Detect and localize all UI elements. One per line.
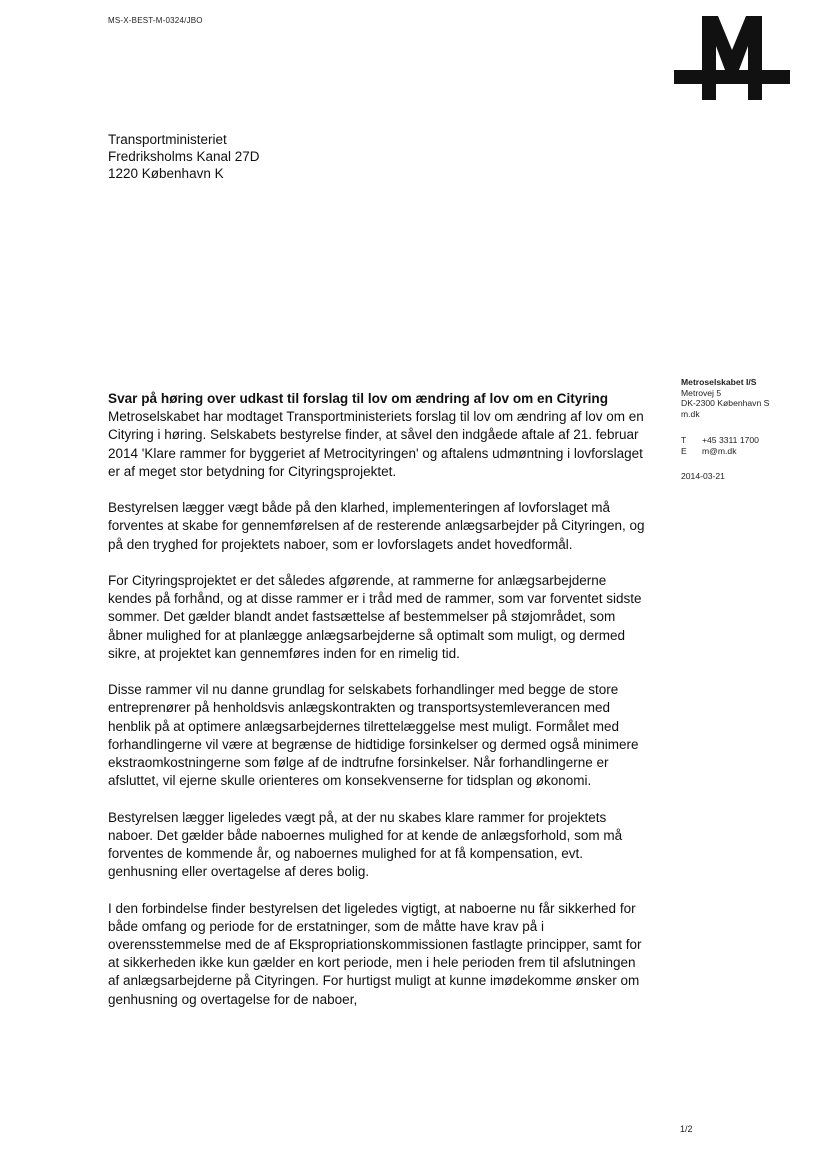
recipient-line: Fredriksholms Kanal 27D: [108, 149, 260, 164]
sender-company: Metroselskabet I/S: [681, 377, 757, 387]
sender-web: m.dk: [681, 408, 700, 419]
sender-street: Metrovej 5: [681, 387, 722, 398]
sender-block: [681, 377, 769, 482]
body-paragraph: Metroselskabet har modtaget Transportministeriets forslag til lov om ændring af lov om en Cityring i høring. Selskabets bestyrelse finder, at såvel den indgåede aftale af 21. februar 2014 'Klare rammer for byggeriet af Metrocityringen' og aftalens udmøntning i lovforslaget er af meget stor betydning for Cityringsprojektet.: [108, 409, 644, 479]
body-paragraph: Bestyrelsen lægger ligeledes vægt på, at der nu skabes klare rammer for projektets naboer. Det gælder både naboernes mulighed for at kende de anlægsforhold, som må forventes de kommende år, og naboernes mulighed for at få kompensation, evt. genhusning eller overtagelse af deres bolig.: [108, 809, 623, 880]
body-paragraph: I den forbindelse finder bestyrelsen det ligeledes vigtigt, at naboerne nu får sikkerhed for både omfang og periode for de erstatninger, som de måtte have krav på i overensstemmelse med de af Ekspropriationskommissionen fastlagte principper, samt for at sikkerheden ikke kun gælder en kort periode, men i hele perioden frem til afslutningen af anlægsarbejderne på Cityringen. For hurtigst muligt at kunne imødekomme ønsker om genhusning og overtagelse for de naboer,: [108, 900, 642, 1007]
metro-logo-icon: [672, 14, 792, 102]
sender-email-row: [681, 446, 769, 457]
phone-label: T: [681, 435, 687, 445]
body-paragraph: Disse rammer vil nu danne grundlag for selskabets forhandlinger med begge de store entreprenører på henholdsvis anlægskontrakten og transportsystemleverancen med henblik på at optimere anlægsarbejdernes tilrettelæggelse mest muligt. Formålet med forhandlingerne vil være at begrænse de hidtidige forsinkelser og dermed også minimere ekstraomkostningerne som følge af de indtrufne forsinkelser. Når forhandlingerne er afsluttet, vil ejerne skulle orienteres om konsekvenserne for tidsplan og økonomi.: [108, 682, 639, 789]
email-label: E: [681, 445, 687, 456]
sender-phone-row: [681, 435, 769, 446]
sender-email: m@m.dk: [702, 445, 737, 456]
sender-phone: +45 3311 1700: [702, 435, 759, 445]
recipient-line: Transportministeriet: [108, 132, 227, 147]
page-number: 1/2: [680, 1124, 693, 1134]
letter-body: [108, 390, 648, 1027]
body-paragraph: For Cityringsprojektet er det således afgørende, at rammerne for anlægsarbejderne kendes på forhånd, og at disse rammer er i tråd med de rammer, som var forventet sidste sommer. Det gælder blandt andet fastsættelse af bestemmelser på støjområdet, som åbner mulighed for at planlægge anlægsarbejderne så optimalt som muligt, og dermed sikre, at projektet kan gennemføres inden for en rimelig tid.: [108, 573, 642, 661]
recipient-line: 1220 København K: [108, 166, 224, 181]
recipient-address: [108, 131, 260, 182]
sender-city: DK-2300 København S: [681, 398, 770, 408]
sender-contact: [681, 435, 769, 456]
letter-subject: Svar på høring over udkast til forslag til lov om ændring af lov om en Cityring: [108, 391, 609, 406]
reference-number: MS-X-BEST-M-0324/JBO: [108, 16, 203, 25]
body-paragraph: Bestyrelsen lægger vægt både på den klarhed, implementeringen af lovforslaget må forventes at skabe for gennemførelsen af de resterende anlægsarbejder på Cityringen, og på den tryghed for projektets naboer, som er lovforslagets andet hovedformål.: [108, 500, 645, 552]
letter-date: 2014-03-21: [681, 471, 725, 481]
